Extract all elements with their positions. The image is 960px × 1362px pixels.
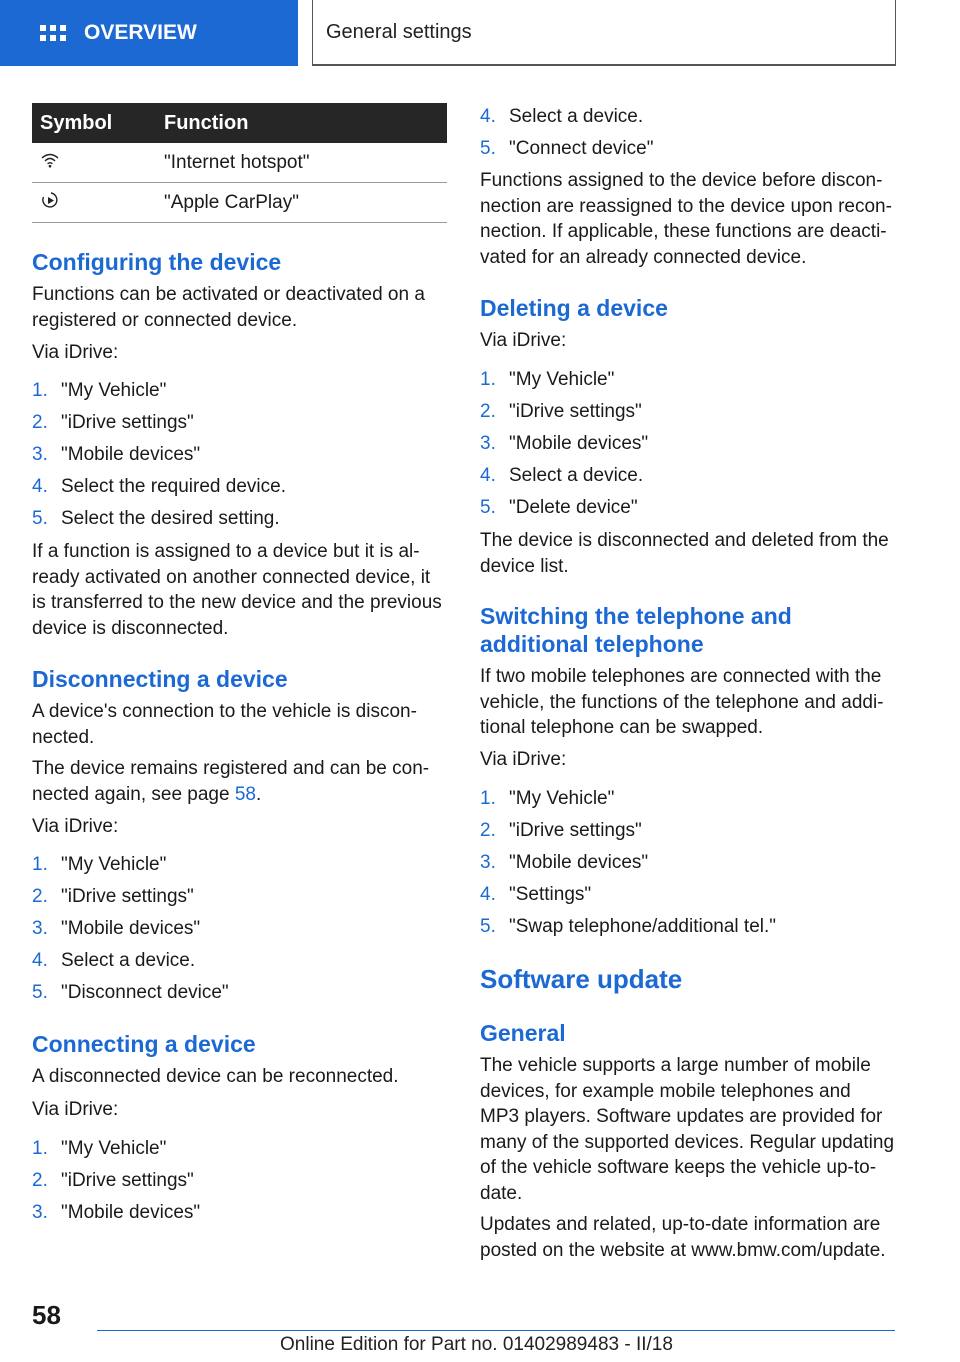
- overview-button[interactable]: [0, 0, 298, 66]
- table-header-function: Function: [164, 103, 447, 143]
- section-title-disconnecting: Disconnecting a device: [32, 666, 288, 692]
- paragraph: Functions assigned to the device before discon- nection are reassigned to the device upon recon- nection. If applicable, these functions are deacti- vated for an already connected device.: [480, 170, 892, 268]
- list-item: 2. "iDrive settings": [480, 401, 642, 422]
- paragraph: If two mobile telephones are connected with the vehicle, the functions of the telephone and addi- tional telephone can be swapped.: [480, 666, 884, 738]
- chapter-heading-software-update: Software update: [480, 964, 683, 994]
- header-divider: [312, 64, 896, 66]
- list-item: 3. "Mobile devices": [32, 1202, 201, 1223]
- list-item: 5. "Disconnect device": [32, 982, 229, 1003]
- overview-label: OVERVIEW: [84, 21, 197, 44]
- paragraph: The device remains registered and can be con- nected again, see page 58.: [32, 758, 430, 805]
- section-title-general: General: [480, 1020, 566, 1046]
- paragraph: The vehicle supports a large number of mobile devices, for example mobile telephones and MP3 players. Software updates are provided for many of the supported devices. Regular updating of the vehicle software keeps the vehicle up-to- date.: [480, 1055, 895, 1204]
- list-item: 1. "My Vehicle": [32, 1138, 167, 1159]
- list-item: 3. "Mobile devices": [480, 852, 649, 873]
- list-item: 1. "My Vehicle": [480, 369, 615, 390]
- via-idrive-label: Via iDrive:: [32, 1099, 119, 1120]
- list-item: 5. "Swap telephone/additional tel.": [480, 916, 777, 937]
- table-header-symbol: Symbol: [32, 103, 164, 143]
- list-item: 3. "Mobile devices": [480, 433, 649, 454]
- table-header-row: [32, 103, 447, 143]
- page-number: 58: [32, 1300, 61, 1330]
- page-header: [0, 0, 960, 66]
- list-item: 1. "My Vehicle": [32, 854, 167, 875]
- page-link[interactable]: 58: [234, 783, 256, 805]
- table-row: [32, 183, 447, 223]
- symbol-cell: [32, 183, 164, 223]
- list-item: 2. "iDrive settings": [480, 820, 642, 841]
- via-idrive-label: Via iDrive:: [32, 342, 119, 363]
- grid-icon: [40, 25, 66, 41]
- section-title-switching: Switching the telephone and additional telephone: [480, 603, 792, 657]
- paragraph: A device's connection to the vehicle is discon- nected.: [32, 701, 417, 748]
- chapter-title-box: [312, 0, 896, 64]
- via-idrive-label: Via iDrive:: [32, 816, 119, 837]
- function-cell: "Internet hotspot": [164, 143, 447, 183]
- via-idrive-label: Via iDrive:: [480, 749, 567, 770]
- carplay-icon: [40, 191, 60, 209]
- paragraph: Updates and related, up-to-date information are posted on the website at www.bmw.com/update.: [480, 1214, 886, 1261]
- via-idrive-label: Via iDrive:: [480, 330, 567, 351]
- list-item: 3. "Mobile devices": [32, 918, 201, 939]
- text-line: Functions can be activated or deactivated on a: [32, 284, 425, 305]
- list-item: 4. Select a device.: [480, 106, 644, 127]
- paragraph: A disconnected device can be reconnected.: [32, 1066, 399, 1087]
- list-item: 1. "My Vehicle": [32, 380, 167, 401]
- list-item: 4. Select the required device.: [32, 476, 286, 497]
- list-item: 1. "My Vehicle": [480, 788, 615, 809]
- list-item: 4. "Settings": [480, 884, 592, 905]
- section-title-connecting: Connecting a device: [32, 1031, 256, 1057]
- wifi-icon: [40, 152, 60, 168]
- chapter-title: General settings: [326, 20, 472, 43]
- symbol-table: [32, 103, 447, 223]
- list-item: 3. "Mobile devices": [32, 444, 201, 465]
- footer-edition: Online Edition for Part no. 01402989483 - II/18: [280, 1334, 673, 1355]
- paragraph: The device is disconnected and deleted from the device list.: [480, 530, 889, 577]
- list-item: 4. Select a device.: [32, 950, 196, 971]
- table-row: [32, 143, 447, 183]
- list-item: 5. "Connect device": [480, 138, 654, 159]
- list-item: 5. "Delete device": [480, 497, 638, 518]
- paragraph: [32, 282, 448, 333]
- list-item: 4. Select a device.: [480, 465, 644, 486]
- function-cell: "Apple CarPlay": [164, 183, 447, 223]
- list-item: 5. Select the desired setting.: [32, 508, 280, 529]
- list-item: 2. "iDrive settings": [32, 886, 194, 907]
- symbol-cell: [32, 143, 164, 183]
- text-line: registered or connected device.: [32, 309, 298, 331]
- list-item: 2. "iDrive settings": [32, 412, 194, 433]
- section-title-configuring: Configuring the device: [32, 249, 282, 275]
- footer-divider: [97, 1330, 895, 1331]
- list-item: 2. "iDrive settings": [32, 1170, 194, 1191]
- paragraph: If a function is assigned to a device but it is al- ready activated on another connected device, it is transferred to the new device and the previous device is disconnected.: [32, 541, 442, 639]
- section-title-deleting: Deleting a device: [480, 295, 668, 321]
